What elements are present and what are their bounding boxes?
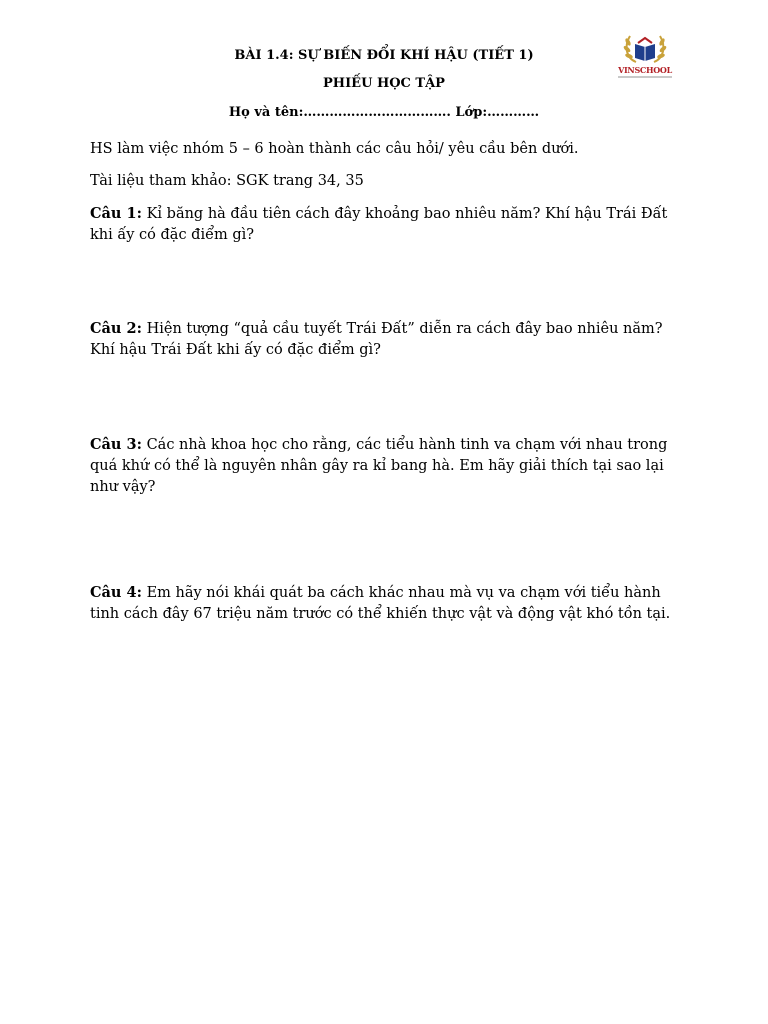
instruction-text: HS làm việc nhóm 5 – 6 hoàn thành các câu hỏi/ yêu cầu bên dưới. [90,141,579,157]
logo-tagline-line [618,76,672,78]
question-label: Câu 2: [90,320,142,337]
page-title: BÀI 1.4: SỰ BIẾN ĐỔI KHÍ HẬU (TIẾT 1) [234,48,534,63]
question-label: Câu 1: [90,205,142,222]
question-label: Câu 4: [90,584,142,601]
name-class-line: Họ và tên:……………………………. Lớp:………… [228,105,540,120]
question-2 [90,318,690,361]
question-text: Kỉ băng hà đầu tiên cách đây khoảng bao nhiêu năm? Khí hậu Trái Đất khi ấy có đặc điểm gì? [90,206,668,243]
logo-text: VINSCHOOL [618,65,672,75]
question-1 [90,203,690,246]
question-3 [90,434,690,498]
school-logo [614,32,676,82]
question-label: Câu 3: [90,436,142,453]
question-text: Các nhà khoa học cho rằng, các tiểu hành tinh va chạm với nhau trong quá khứ có thể là nguyên nhân gây ra kỉ bang hà. Em hãy giải thích tại sao lại như vậy? [90,437,668,495]
worksheet-subtitle: PHIẾU HỌC TẬP [323,76,445,91]
reference-text: Tài liệu tham khảo: SGK trang 34, 35 [90,173,364,189]
question-4 [90,582,690,625]
question-text: Em hãy nói khái quát ba cách khác nhau mà vụ va chạm với tiểu hành tinh cách đây 67 triệu năm trước có thể khiến thực vật và động vật khó tồn tại. [90,585,671,622]
laurel-book-icon [614,32,676,66]
question-text: Hiện tượng “quả cầu tuyết Trái Đất” diễn ra cách đây bao nhiêu năm? Khí hậu Trái Đất khi ấy có đặc điểm gì? [90,321,663,358]
